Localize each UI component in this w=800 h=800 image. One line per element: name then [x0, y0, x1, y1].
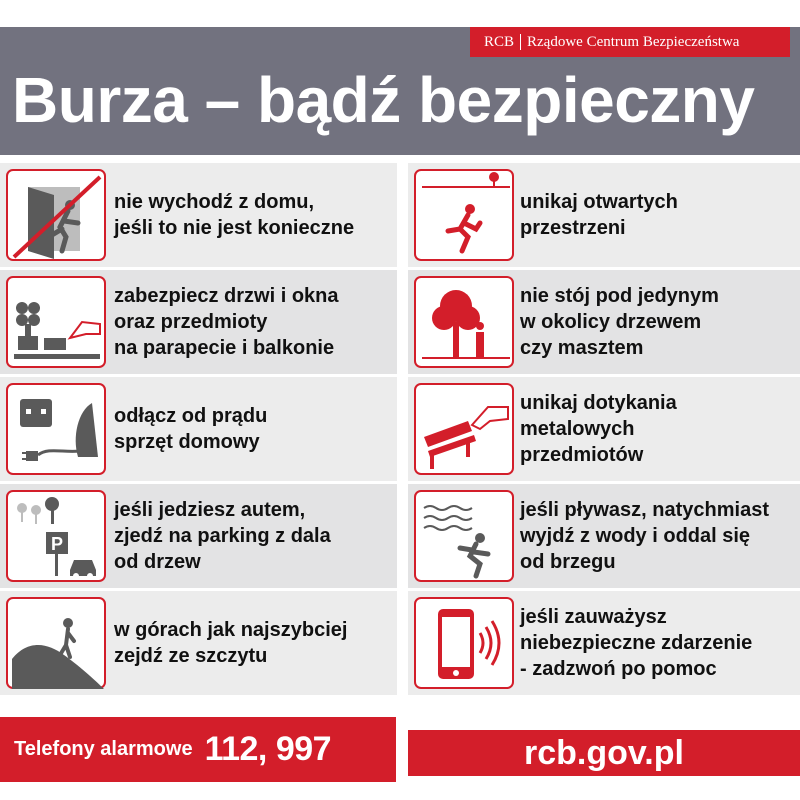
mountain-descent-icon — [8, 599, 108, 691]
icon-frame — [6, 383, 106, 475]
icon-frame — [6, 169, 106, 261]
icon-frame — [414, 276, 514, 368]
tip-text: unikaj dotykania metalowych przedmiotów — [520, 392, 677, 466]
tips-row — [0, 484, 800, 588]
windowsill-items-icon — [8, 278, 108, 370]
phones-label: Telefony alarmowe — [14, 738, 193, 760]
rcb-name: Rządowe Centrum Bezpieczeństwa — [527, 34, 740, 50]
tip-card — [0, 377, 397, 481]
tip-text: jeśli pływasz, natychmiast wyjdź z wody i oddal się od brzegu — [520, 499, 769, 573]
tip-card — [408, 484, 800, 588]
icon-frame — [6, 276, 106, 368]
metal-bench-icon — [416, 385, 516, 477]
icon-frame — [414, 383, 514, 475]
website-banner — [408, 730, 800, 776]
icon-frame — [6, 597, 106, 689]
no-exit-door-icon — [8, 171, 108, 263]
svg-text:P: P — [50, 534, 64, 554]
rcb-abbr: RCB — [484, 34, 515, 50]
tip-card — [408, 591, 800, 695]
tips-row — [0, 591, 800, 695]
rcb-badge — [470, 27, 790, 57]
tips-row — [0, 377, 800, 481]
page-title: Burza – bądź bezpieczny — [12, 64, 755, 136]
header — [0, 27, 800, 155]
tip-text: jeśli jedziesz autem, zjedź na parking z dala od drzew — [114, 499, 331, 573]
tip-text: nie stój pod jedynym w okolicy drzewem czy masztem — [520, 285, 719, 359]
tip-text: zabezpiecz drzwi i okna oraz przedmioty na parapecie i balkonie — [114, 285, 339, 359]
tip-card — [0, 163, 397, 267]
tip-card — [0, 591, 397, 695]
website-link[interactable]: rcb.gov.pl — [524, 733, 684, 772]
badge-separator — [520, 34, 521, 50]
icon-frame — [6, 490, 106, 582]
icon-frame — [414, 169, 514, 261]
tip-text: unikaj otwartych przestrzeni — [520, 191, 678, 239]
icon-frame — [414, 597, 514, 689]
tip-text: w górach jak najszybciej zejdź ze szczytu — [114, 619, 348, 667]
phone-call-icon — [416, 599, 516, 691]
parking-icon — [8, 492, 108, 584]
tip-text: odłącz od prądu sprzęt domowy — [114, 405, 268, 453]
tip-card — [0, 484, 397, 588]
tip-card — [408, 377, 800, 481]
tips-row — [0, 163, 800, 267]
phones-number: 112, 997 — [204, 730, 332, 768]
emergency-phones-banner — [0, 717, 396, 782]
open-space-runner-icon — [416, 171, 516, 263]
tip-card — [0, 270, 397, 374]
icon-frame — [414, 490, 514, 582]
tip-text: nie wychodź z domu, jeśli to nie jest konieczne — [114, 191, 355, 239]
tips-row — [0, 270, 800, 374]
tip-text: jeśli zauważysz niebezpieczne zdarzenie - zadzwoń po pomoc — [520, 606, 753, 680]
lone-tree-icon — [416, 278, 516, 370]
unplug-appliance-icon — [8, 385, 108, 477]
swimmer-exit-icon — [416, 492, 516, 584]
tip-card — [408, 270, 800, 374]
tip-card — [408, 163, 800, 267]
